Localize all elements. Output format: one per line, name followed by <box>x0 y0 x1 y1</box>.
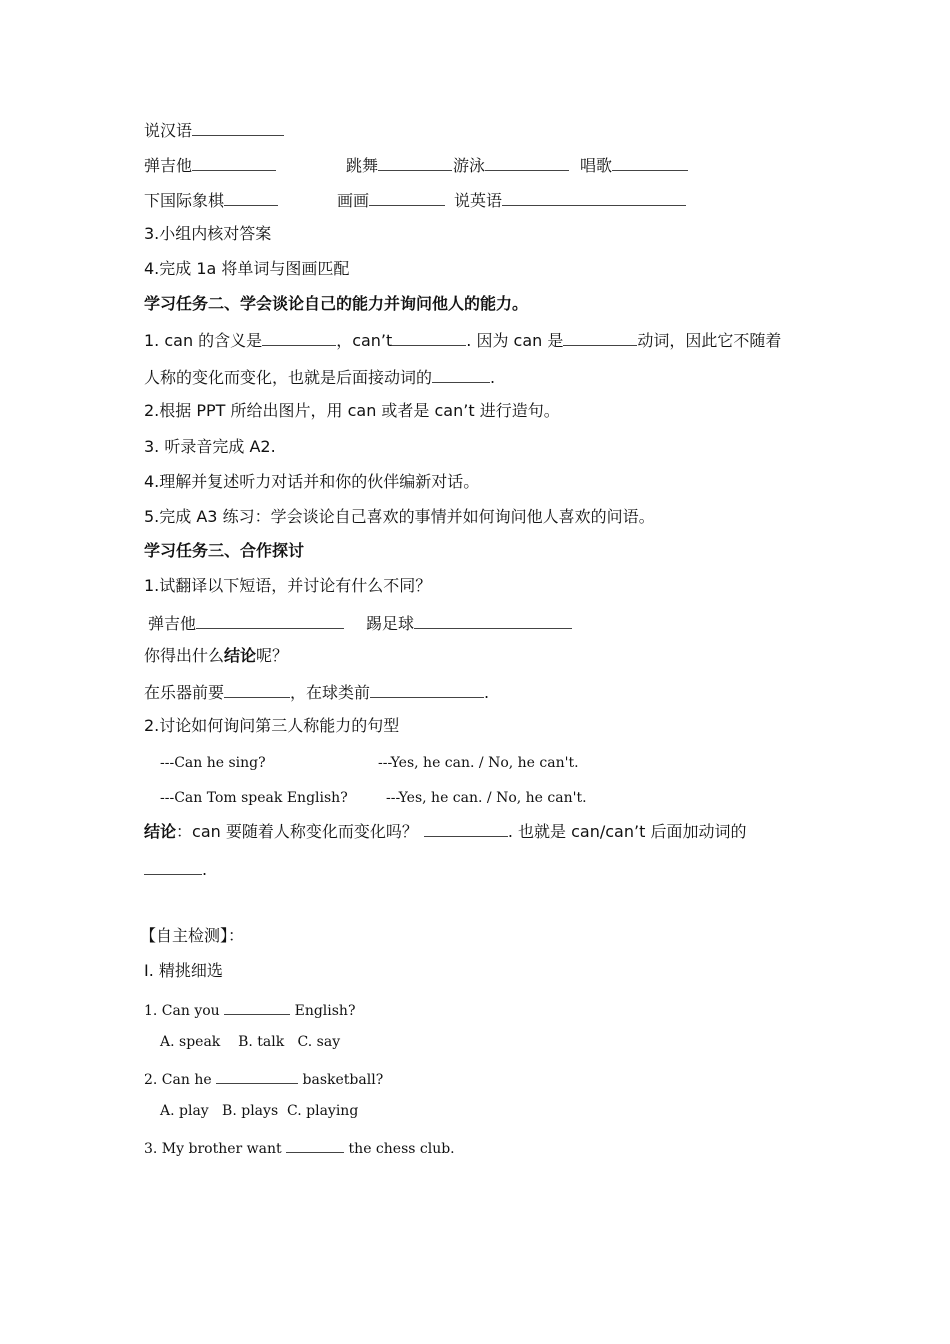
step-4: 4.完成 1a 将单词与图画匹配 <box>144 259 350 278</box>
task3-q1: 1.试翻译以下短语，并讨论有什么不同？ <box>144 576 432 595</box>
blank[interactable] <box>432 366 490 383</box>
selfcheck-q1-options: A. speak B. talk C. say <box>160 1034 341 1050</box>
vocab-dance: 跳舞 <box>346 154 452 176</box>
blank[interactable] <box>286 1136 344 1153</box>
step-3: 3.小组内核对答案 <box>144 224 272 243</box>
blank[interactable] <box>485 154 569 171</box>
blank[interactable] <box>192 154 276 171</box>
blank[interactable] <box>378 154 452 171</box>
blank[interactable] <box>392 329 466 346</box>
selfcheck-q1: 1. Can you English? <box>144 998 355 1021</box>
task3-conclusion-question: 你得出什么结论呢？ <box>144 646 289 665</box>
task3-heading: 学习任务三、合作探讨 <box>144 541 305 560</box>
blank[interactable] <box>414 612 572 629</box>
task3-q2: 2.讨论如何询问第三人称能力的句型 <box>144 716 400 735</box>
blank[interactable] <box>370 681 484 698</box>
selfcheck-q2: 2. Can he basketball? <box>144 1067 383 1090</box>
vocab-speak-english: 说英语 <box>454 189 686 211</box>
selfcheck-q3: 3. My brother want the chess club. <box>144 1136 455 1159</box>
selfcheck-q2-options: A. play B. plays C. playing <box>160 1103 359 1119</box>
blank[interactable] <box>224 189 278 206</box>
task2-q4: 4.理解并复述听力对话并和你的伙伴编新对话。 <box>144 472 480 491</box>
dialog-1-question: ---Can he sing? <box>160 755 266 771</box>
vocab-swim: 游泳 <box>453 154 569 176</box>
selfcheck-heading: 【自主检测】： <box>140 926 245 945</box>
vocab-speak-chinese: 说汉语 <box>144 121 193 140</box>
phrase-soccer: 踢足球 <box>366 612 572 634</box>
dialog-2-answer: ---Yes, he can. / No, he can't. <box>386 790 587 806</box>
task2-q2: 2.根据 PPT 所给出图片，用 can 或者是 can’t 进行造句。 <box>144 401 560 420</box>
task3-rule: 在乐器前要 ，在球类前 . <box>144 683 490 702</box>
task2-q3: 3. 听录音完成 A2. <box>144 437 276 456</box>
blank[interactable] <box>192 119 284 136</box>
vocab-draw: 画画 <box>337 189 445 211</box>
blank[interactable] <box>196 612 344 629</box>
blank[interactable] <box>224 998 290 1015</box>
task2-heading: 学习任务二、学会谈论自己的能力并询问他人的能力。 <box>144 294 529 313</box>
blank[interactable] <box>612 154 688 171</box>
blank[interactable] <box>216 1067 298 1084</box>
blank[interactable] <box>502 189 686 206</box>
dialog-2-question: ---Can Tom speak English? <box>160 790 348 806</box>
blank[interactable] <box>424 820 508 837</box>
selfcheck-section: I. 精挑细选 <box>144 961 223 980</box>
blank[interactable] <box>224 681 290 698</box>
dialog-1-answer: ---Yes, he can. / No, he can't. <box>378 755 579 771</box>
task2-q5: 5.完成 A3 练习：学会谈论自己喜欢的事情并如何询问他人喜欢的问语。 <box>144 507 655 526</box>
vocab-line-1 <box>144 119 284 141</box>
blank[interactable] <box>144 858 202 875</box>
task2-q1-line1: 1. can 的含义是 ，can’t . 因为 can 是 动词，因此它不随着 <box>144 331 782 350</box>
phrase-guitar: 弹吉他 <box>148 612 344 634</box>
blank[interactable] <box>563 329 637 346</box>
task2-q1-line2: 人称的变化而变化，也就是后面接动词的 . <box>144 368 496 387</box>
blank[interactable] <box>262 329 336 346</box>
vocab-chess: 下国际象棋 <box>144 189 278 211</box>
vocab-sing: 唱歌 <box>580 154 688 176</box>
task3-conclusion-line2: . <box>144 858 207 880</box>
vocab-guitar: 弹吉他 <box>144 154 276 176</box>
blank[interactable] <box>369 189 445 206</box>
task3-conclusion: 结论：can 要随着人称变化而变化吗？ . 也就是 can/can’t 后面加动词的 <box>144 822 747 841</box>
